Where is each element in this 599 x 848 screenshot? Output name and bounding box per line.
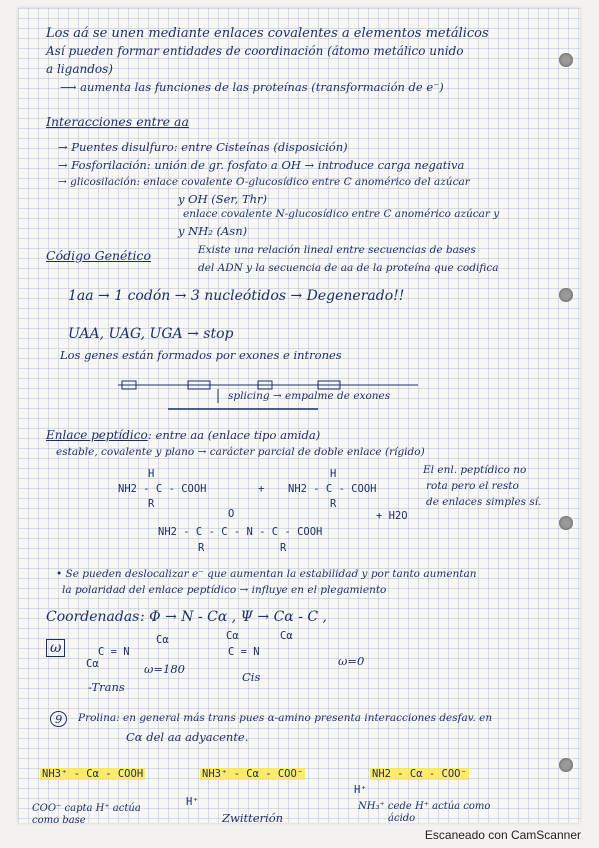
annotation: Zwitterión — [222, 811, 284, 823]
trans-label: -Trans — [88, 680, 125, 694]
text-line: 1aa → 1 codón → 3 nucleótidos → Degenerado!! — [68, 288, 405, 304]
text-line: la polaridad del enlace peptídico → influye en el plegamiento — [62, 584, 387, 596]
text-line: a ligandos) — [46, 62, 113, 76]
r-group-label: R — [148, 498, 155, 510]
text-line: Así pueden formar entidades de coordinación (átomo metálico unido — [46, 44, 464, 58]
trans-structure: C = N — [98, 646, 130, 658]
binder-hole — [559, 516, 573, 530]
section-number: 9 — [50, 712, 67, 726]
text-line: Los genes están formados por exones e intrones — [60, 348, 342, 362]
text-line: Existe una relación lineal entre secuencias de bases — [198, 244, 476, 256]
binder-hole — [559, 758, 573, 772]
plus-sign: + — [258, 483, 265, 495]
section-heading: Código Genético — [46, 248, 151, 263]
water-label: + H2O — [376, 510, 408, 522]
r-group-label: R — [280, 542, 287, 554]
text-line: → glicosilación: enlace covalente O-glucosídico entre C anomérico del azúcar — [58, 176, 470, 188]
zwitterion-anion: NH2 - Cα - COO⁻ — [372, 768, 467, 780]
amino-acid-2: NH2 - C - COOH — [288, 483, 377, 495]
proton-label: H⁺ — [354, 784, 367, 796]
annotation: ácido — [388, 813, 416, 823]
notebook-page — [18, 8, 580, 823]
dipeptide: NH2 - C - C - N - C - COOH — [158, 526, 323, 538]
zwitterion-cation: NH3⁺ - Cα - COOH — [42, 768, 144, 780]
alpha-carbon-label: Cα — [226, 630, 239, 642]
binder-hole — [559, 288, 573, 302]
side-note: El enl. peptídico no — [423, 464, 527, 476]
text-line: y OH (Ser, Thr) — [178, 192, 268, 206]
alpha-carbon-label: Cα — [86, 658, 99, 670]
scanner-watermark: Escaneado con CamScanner — [424, 828, 581, 842]
omega-label: ω — [46, 640, 65, 656]
amino-acid-1: NH2 - C - COOH — [118, 483, 207, 495]
text-line: • Se pueden deslocalizar e⁻ que aumentan la estabilidad y por tanto aumentan — [56, 568, 477, 580]
annotation: NH₃⁺ cede H⁺ actúa como — [358, 801, 491, 812]
binder-hole — [559, 53, 573, 67]
hydrogen-label: H — [148, 468, 155, 480]
splice-label: splicing → empalme de exones — [228, 390, 391, 402]
text-line: : entre aa (enlace tipo amida) — [148, 428, 321, 442]
annotation: COO⁻ capta H⁺ actúa — [32, 803, 141, 814]
text-line: Prolina: en general más trans pues α-amino presenta interacciones desfav. en — [78, 712, 493, 724]
text-line: ⟶ aumenta las funciones de las proteínas (transformación de e⁻) — [60, 80, 444, 94]
text-line: estable, covalente y plano → carácter parcial de doble enlace (rígido) — [56, 446, 425, 458]
text-line: → Fosforilación: unión de gr. fosfato a OH → introduce carga negativa — [58, 158, 465, 172]
omega-value: ω=0 — [338, 654, 365, 668]
alpha-carbon-label: Cα — [156, 634, 169, 646]
side-note: rota pero el resto — [426, 480, 519, 492]
annotation: como base — [32, 815, 86, 823]
text-line: → Puentes disulfuro: entre Cisteínas (disposición) — [58, 140, 348, 154]
cis-label: Cis — [242, 670, 261, 684]
oxygen-label: O — [228, 508, 235, 520]
zwitterion: NH3⁺ - Cα - COO⁻ — [202, 768, 304, 780]
coordinates-definition: : Φ → N - Cα , Ψ → Cα - C , — [140, 609, 327, 625]
text-line: del ADN y la secuencia de aa de la proteína que codifica — [198, 262, 499, 274]
text-line: Los aá se unen mediante enlaces covalentes a elementos metálicos — [46, 26, 489, 41]
proton-label: H⁺ — [186, 796, 199, 808]
omega-value: ω=180 — [144, 662, 185, 676]
alpha-carbon-label: Cα — [280, 630, 293, 642]
section-heading: Interacciones entre aa — [46, 114, 189, 129]
coordinates-label: Coordenadas — [46, 609, 140, 625]
section-heading: Enlace peptídico — [46, 428, 148, 442]
r-group-label: R — [330, 498, 337, 510]
text-line: enlace covalente N-glucosídico entre C anomérico azúcar y — [183, 208, 500, 220]
text-line: Cα del aa adyacente. — [126, 730, 249, 744]
side-note: de enlaces simples sí. — [426, 496, 542, 508]
r-group-label: R — [198, 542, 205, 554]
text-line: y NH₂ (Asn) — [178, 224, 248, 238]
cis-structure: C = N — [228, 646, 260, 658]
text-line: UAA, UAG, UGA → stop — [68, 326, 234, 342]
hydrogen-label: H — [330, 468, 337, 480]
